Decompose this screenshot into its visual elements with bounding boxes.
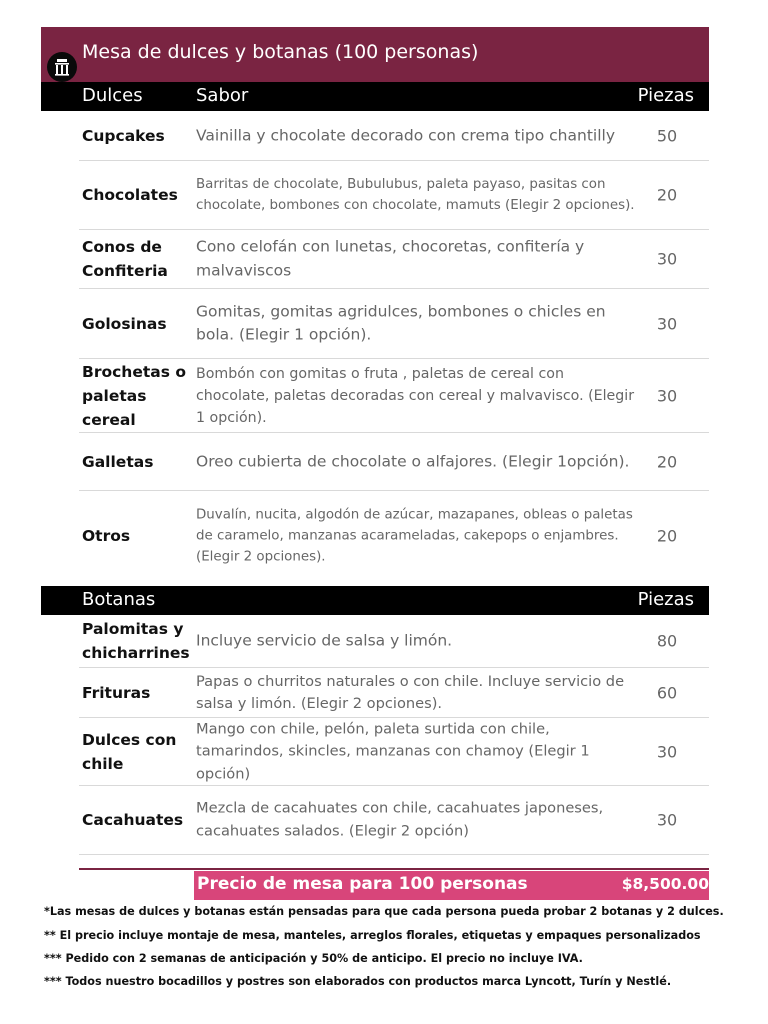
item-description: Vainilla y chocolate decorado con crema tipo chantilly [196,125,615,144]
dulces-row [79,359,709,433]
item-name: Chocolates [82,186,178,204]
dulces-row [79,491,709,581]
dulces-row [79,161,709,230]
item-pieces: 30 [656,742,678,761]
bottom-divider [79,868,709,870]
footnote: *** Todos nuestro bocadillos y postres son elaborados con productos marca Lyncott, Turín y Nestlé. [44,975,672,988]
item-description: Mezcla de cacahuates con chile, cacahuates japoneses, cacahuates salados. (Elegir 2 opción) [196,799,604,839]
dulces-header [41,82,709,111]
item-pieces: 30 [656,810,678,830]
item-pieces: 20 [656,526,678,546]
item-description: Barritas de chocolate, Bubulubus, paleta payaso, pasitas con chocolate, bombones con chocolate, mamuts (Elegir 2 opciones). [196,177,635,213]
item-pieces: 60 [656,683,678,702]
item-name: Dulces con chile [82,730,177,773]
item-name: Cacahuates [82,811,184,829]
botanas-header [41,586,709,615]
item-description: Mango con chile, pelón, paleta surtida con chile, tamarindos, skincles, manzanas con chamoy (Elegir 1 opción) [196,719,590,782]
item-name: Golosinas [82,314,167,333]
page-title: Mesa de dulces y botanas (100 personas) [82,41,479,63]
item-name: Conos de Confiteria [82,238,168,280]
price-bar [194,871,709,900]
item-pieces: 20 [656,185,678,205]
dulces-header-pieces: Piezas [637,85,694,106]
item-description: Duvalín, nucita, algodón de azúcar, mazapanes, obleas o paletas de caramelo, manzanas acarameladas, cakepops o enjambres. (Elegir 2 opciones). [196,507,633,565]
item-name: Palomitas y chicharrines [82,620,190,662]
dulces-row [79,289,709,359]
footnote: *** Pedido con 2 semanas de anticipación y 50% de anticipo. El precio no incluye IVA. [44,952,583,965]
dulces-row [79,230,709,289]
botanas-header-pieces: Piezas [637,589,694,610]
item-name: Frituras [82,683,151,702]
dulces-row [79,111,709,161]
item-description: Gomitas, gomitas agridulces, bombones o chicles en bola. (Elegir 1 opción). [196,302,606,344]
price-label: Precio de mesa para 100 personas [197,874,528,894]
dulces-header-category: Dulces [82,85,143,106]
item-name: Galletas [82,452,154,471]
item-name: Otros [82,527,131,545]
botanas-row [79,718,709,786]
item-description: Bombón con gomitas o fruta , paletas de cereal con chocolate, paletas decoradas con cereal y malvavisco. (Elegir 1 opción). [196,365,635,426]
item-description: Cono celofán con lunetas, chocoretas, confitería y malvaviscos [196,237,585,279]
footnote: *Las mesas de dulces y botanas están pensadas para que cada persona pueda probar 2 botanas y 2 dulces. [44,905,724,918]
item-description: Incluye servicio de salsa y limón. [196,631,453,650]
title-bar [41,27,709,82]
item-pieces: 30 [656,314,678,333]
item-pieces: 20 [656,452,678,471]
footnote: ** El precio incluye montaje de mesa, manteles, arreglos florales, etiquetas y empaques personalizados [44,929,701,942]
item-pieces: 80 [656,631,678,651]
dulces-header-flavor: Sabor [196,85,249,106]
item-name: Cupcakes [82,126,165,145]
botanas-header-category: Botanas [82,589,156,610]
item-description: Oreo cubierta de chocolate o alfajores. (Elegir 1opción). [196,451,630,470]
botanas-row [79,786,709,855]
item-pieces: 30 [656,249,678,269]
item-pieces: 30 [656,386,678,405]
shop-logo-icon [53,57,71,77]
price-value: $8,500.00 [621,875,709,893]
logo [47,52,77,82]
botanas-row [79,668,709,718]
botanas-row [79,615,709,668]
item-description: Papas o churritos naturales o con chile. Incluye servicio de salsa y limón. (Elegir 2 opciones). [196,672,625,712]
item-name: Brochetas o paletas cereal [82,362,186,429]
item-pieces: 50 [656,126,678,145]
dulces-row [79,433,709,491]
